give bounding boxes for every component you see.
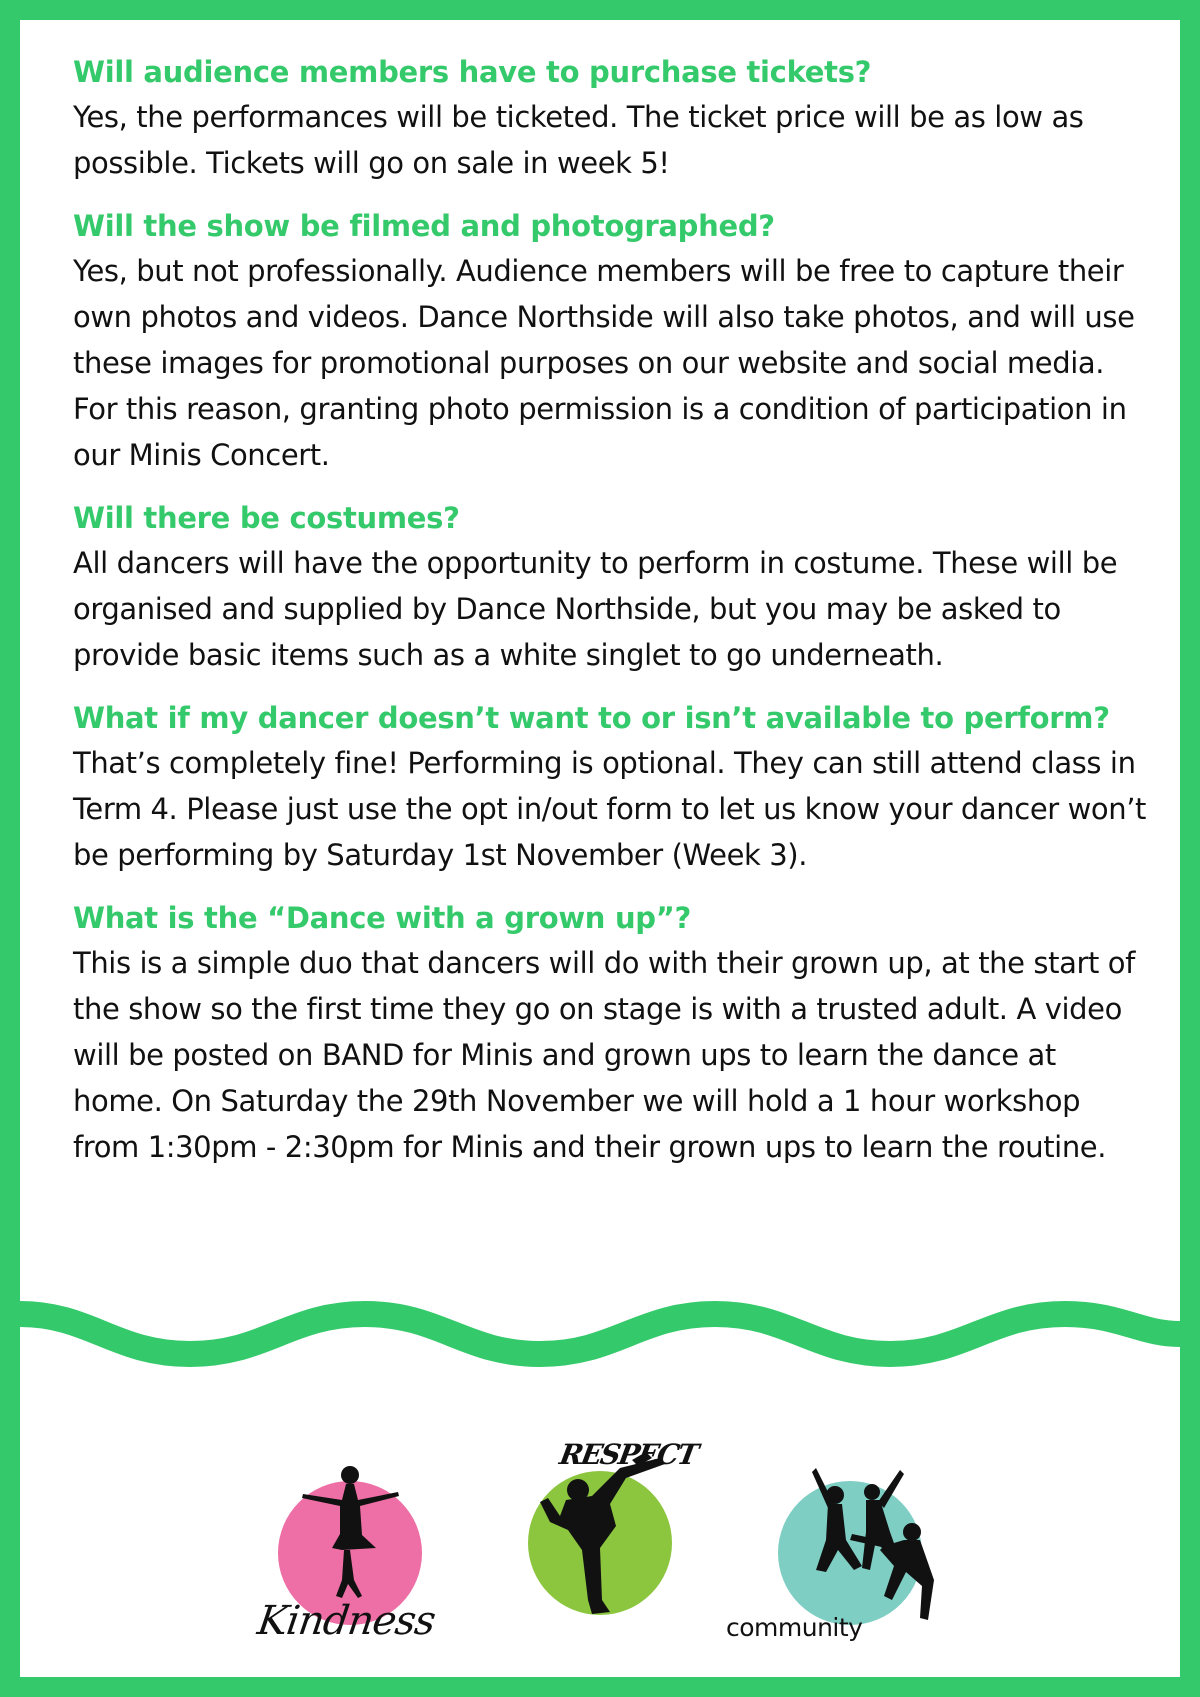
faq-list xyxy=(73,50,1153,1188)
faq-question: What if my dancer doesn’t want to or isn’t available to perform? xyxy=(73,701,1110,735)
faq-item-costumes xyxy=(73,496,1153,678)
faq-answer: Yes, but not professionally. Audience members will be free to capture their own photos and videos. Dance Northside will also take photos, and will use these images for promotional purposes on our website and social media. For this reason, granting photo permission is a condition of participation in our Minis Concert. xyxy=(73,254,1135,472)
wave-divider xyxy=(20,1300,1180,1400)
faq-answer: Yes, the performances will be ticketed. The ticket price will be as low as possible. Tickets will go on sale in week 5! xyxy=(73,100,1084,180)
kindness-label: Kindness xyxy=(254,1598,438,1644)
respect-logo xyxy=(528,1452,672,1615)
faq-item-tickets xyxy=(73,50,1153,186)
faq-question: Will the show be filmed and photographed? xyxy=(73,209,775,243)
faq-answer: That’s completely fine! Performing is optional. They can still attend class in Term 4. Please just use the opt in/out form to let us know your dancer won’t be performing by Saturday 1st November (Week 3). xyxy=(73,746,1147,872)
faq-item-opt-out xyxy=(73,696,1153,878)
faq-question: What is the “Dance with a grown up”? xyxy=(73,901,692,935)
faq-page xyxy=(20,20,1180,1677)
faq-item-filming xyxy=(73,204,1153,478)
respect-label: RESPECT xyxy=(557,1438,700,1471)
faq-question: Will audience members have to purchase tickets? xyxy=(73,55,872,89)
community-label: community xyxy=(726,1613,863,1642)
community-logo xyxy=(778,1468,934,1625)
faq-question: Will there be costumes? xyxy=(73,501,460,535)
faq-item-grown-up-dance xyxy=(73,896,1153,1170)
faq-answer: This is a simple duo that dancers will do with their grown up, at the start of the show so the first time they go on stage is with a trusted adult. A video will be posted on BAND for Minis and grown ups to learn the dance at home. On Saturday the 29th November we will hold a 1 hour workshop from 1:30pm - 2:30pm for Minis and their grown ups to learn the routine. xyxy=(73,946,1135,1164)
faq-answer: All dancers will have the opportunity to perform in costume. These will be organised and supplied by Dance Northside, but you may be asked to provide basic items such as a white singlet to go underneath. xyxy=(73,546,1118,672)
